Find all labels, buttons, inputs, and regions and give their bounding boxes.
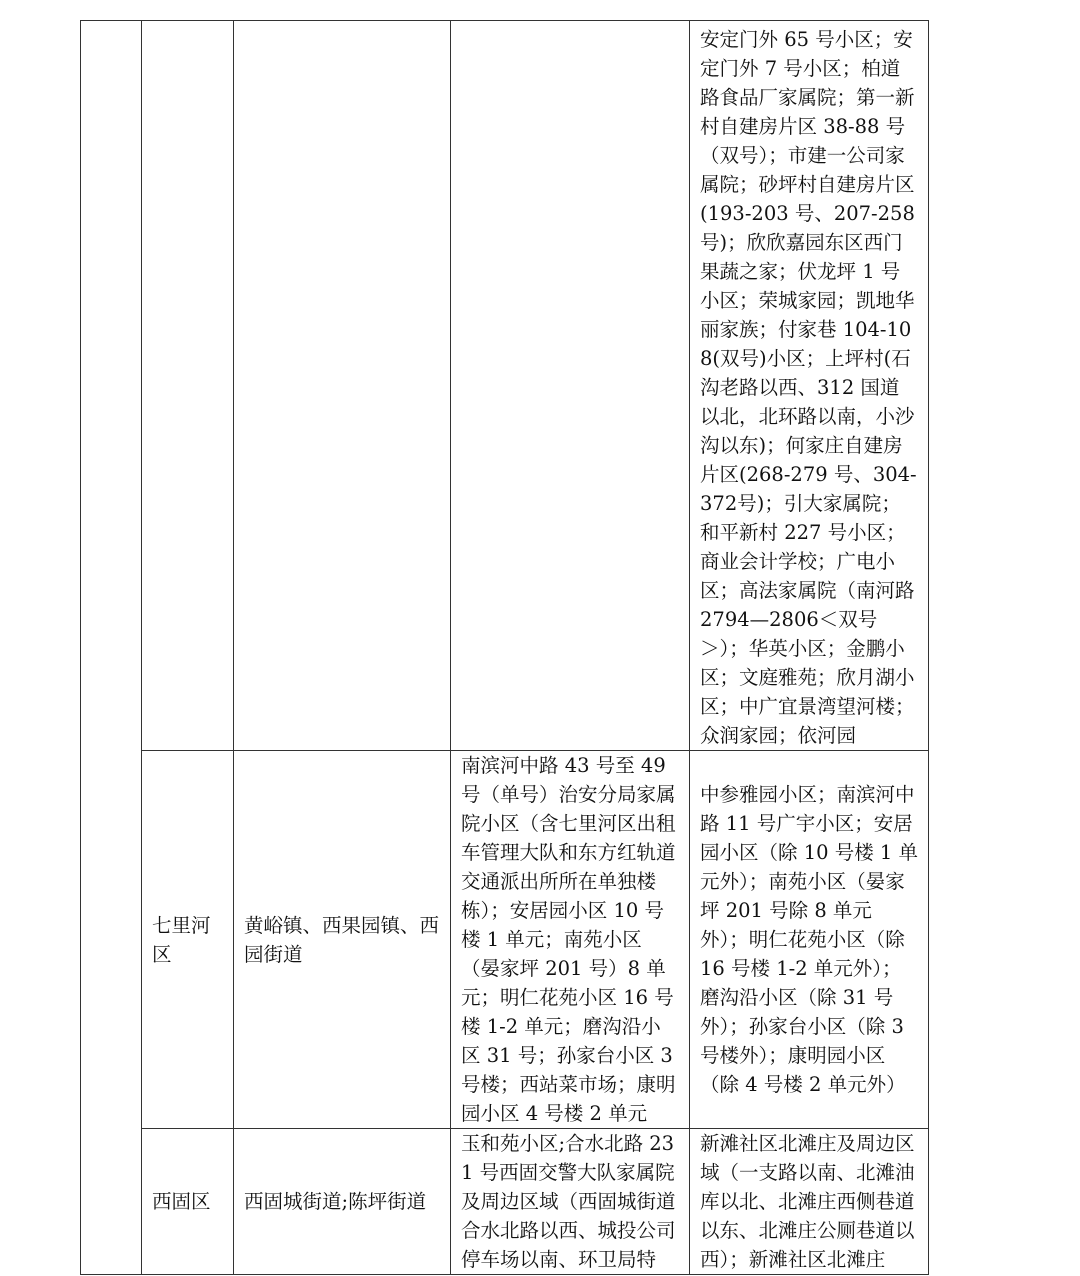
district-cell: 七里河区 <box>142 751 234 1129</box>
table-row <box>81 751 929 1129</box>
medium-risk-cell: 中参雅园小区；南滨河中路 11 号广宇小区；安居园小区（除 10 号楼 1 单元外）；南苑小区（晏家坪 201 号除 8 单元外）；明仁花苑小区（除 16 号楼 1-2 单元外）；磨沟沿小区（除 31 号外）；孙家台小区（除 3 号楼外）；康明园小区（除 4 号楼 2 单元外） <box>690 751 929 1129</box>
high-risk-cell <box>451 21 690 751</box>
table-row <box>81 21 929 751</box>
towns-cell: 黄峪镇、西果园镇、西园街道 <box>234 751 451 1129</box>
risk-area-table <box>80 20 929 1275</box>
towns-cell: 西固城街道;陈坪街道 <box>234 1129 451 1275</box>
medium-risk-cell: 安定门外 65 号小区；安定门外 7 号小区；柏道路食品厂家属院；第一新村自建房片区 38-88 号（双号）；市建一公司家属院；砂坪村自建房片区(193-203 号、207-258号)；欣欣嘉园东区西门果蔬之家；伏龙坪 1 号小区；荣城家园；凯地华丽家族；付家巷 104-108(双号)小区；上坪村(石沟老路以西、312 国道以北，北环路以南，小沙沟以东)；何家庄自建房片区(268-279 号、304-372号)；引大家属院；和平新村 227 号小区；商业会计学校；广电小区；高法家属院（南河路 2794—2806＜双号＞）；华英小区；金鹏小区；文庭雅苑；欣月湖小区；中广宜景湾望河楼；众润家园；依河园 <box>690 21 929 751</box>
towns-cell <box>234 21 451 751</box>
table-row <box>81 1129 929 1275</box>
medium-risk-cell: 新滩社区北滩庄及周边区域（一支路以南、北滩油库以北、北滩庄西侧巷道以东、北滩庄公厕巷道以西）；新滩社区北滩庄 <box>690 1129 929 1275</box>
district-cell <box>142 21 234 751</box>
high-risk-cell: 玉和苑小区;合水北路 231 号西固交警大队家属院及周边区域（西固城街道合水北路以西、城投公司停车场以南、环卫局特 <box>451 1129 690 1275</box>
district-cell: 西固区 <box>142 1129 234 1275</box>
high-risk-cell: 南滨河中路 43 号至 49 号（单号）治安分局家属院小区（含七里河区出租车管理大队和东方红轨道交通派出所所在单独楼栋）；安居园小区 10 号楼 1 单元；南苑小区（晏家坪 201 号）8 单元；明仁花苑小区 16 号楼 1-2 单元；磨沟沿小区 31 号；孙家台小区 3 号楼；西站菜市场；康明园小区 4 号楼 2 单元 <box>451 751 690 1129</box>
empty-cell-leftmost <box>81 21 142 1275</box>
